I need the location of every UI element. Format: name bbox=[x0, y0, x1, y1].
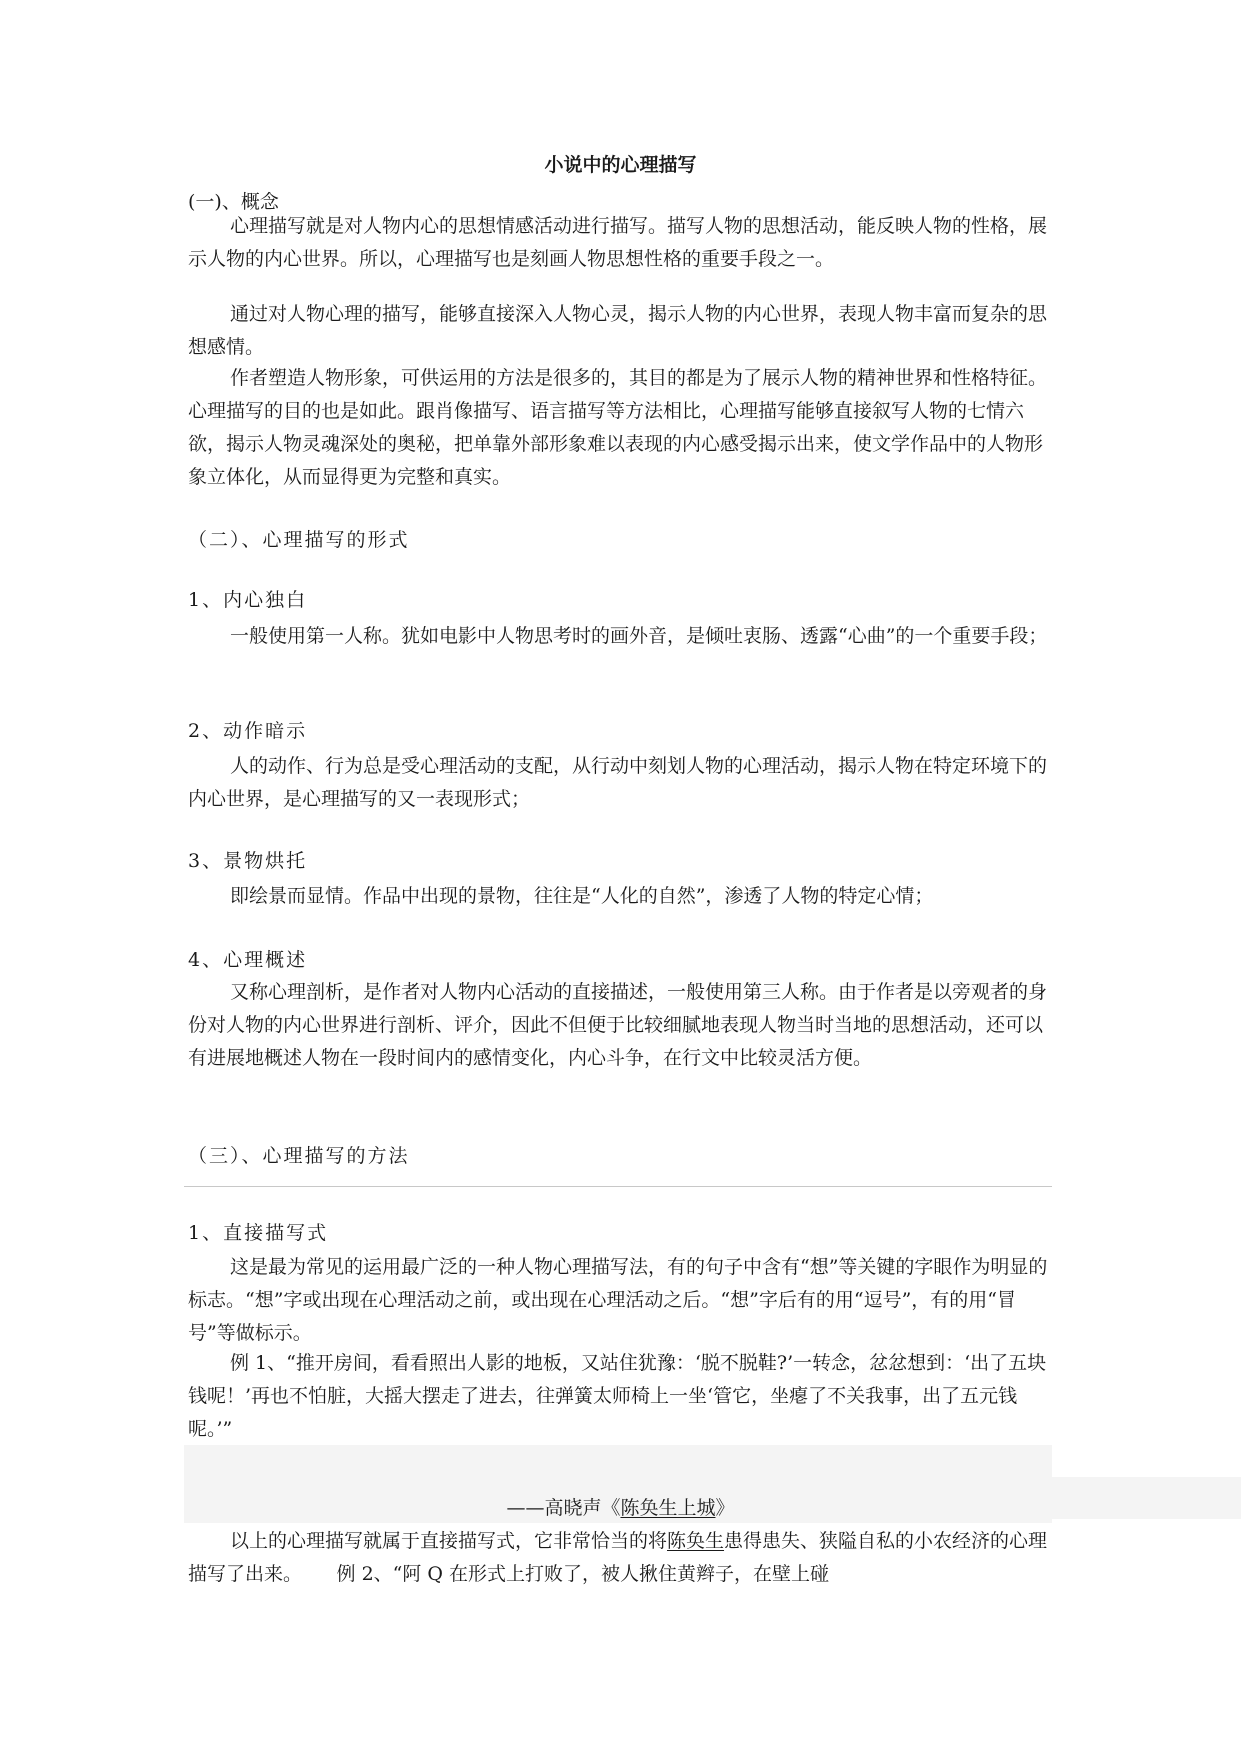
concept-paragraph-1: 心理描写就是对人物内心的思想情感活动进行描写。描写人物的思想活动，能反映人物的性格，展示人物的内心世界。所以，心理描写也是刻画人物思想性格的重要手段之一。 bbox=[188, 215, 1048, 270]
form-item-title: 2、动作暗示 bbox=[188, 720, 308, 742]
analysis-paragraph bbox=[188, 1525, 1058, 1591]
form-item-title: 4、心理概述 bbox=[188, 949, 308, 971]
section-heading-methods: （三）、心理描写的方法 bbox=[188, 1145, 410, 1167]
credit-prefix: ——高晓声《 bbox=[506, 1497, 621, 1519]
form-item-text: 一般使用第一人称。犹如电影中人物思考时的画外音，是倾吐衷肠、透露“心曲”的一个重要手段； bbox=[230, 625, 1048, 647]
example-1-credit bbox=[0, 1493, 1241, 1520]
credit-work-link[interactable]: 陈奂生上城 bbox=[620, 1497, 716, 1519]
example-1-quote: 例 1、“推开房间，看看照出人影的地板，又站住犹豫：‘脱不脱鞋?’一转念，忿忿想到：‘出了五块钱呢！’再也不怕脏，大摇大摆走了进去，往弹簧太师椅上一坐‘管它，坐瘪了不关我事，出了五元钱呢。’” bbox=[188, 1352, 1047, 1440]
analysis-text-b: 患得患失、狭隘自私的小农经济的心理描写了出来。 例 2、“阿 Q 在形式上打败了，被人揪住黄辫子，在壁上碰 bbox=[188, 1530, 1048, 1585]
form-item-text: 人的动作、行为总是受心理活动的支配，从行动中刻划人物的心理活动，揭示人物在特定环境下的内心世界，是心理描写的又一表现形式； bbox=[188, 755, 1048, 810]
credit-suffix: 》 bbox=[715, 1497, 735, 1519]
concept-paragraph-2: 通过对人物心理的描写，能够直接深入人物心灵，揭示人物的内心世界，表现人物丰富而复杂的思想感情。 bbox=[188, 303, 1048, 358]
document-title: 小说中的心理描写 bbox=[544, 154, 697, 176]
form-item-title: 3、景物烘托 bbox=[188, 850, 308, 872]
method-direct-paragraph: 这是最为常见的运用最广泛的一种人物心理描写法，有的句子中含有“想”等关键的字眼作为明显的标志。“想”字或出现在心理活动之前，或出现在心理活动之后。“想”字后有的用“逗号”，有的用“冒号”等做标示。 bbox=[188, 1256, 1048, 1344]
concept-paragraph-3: 作者塑造人物形象，可供运用的方法是很多的，其目的都是为了展示人物的精神世界和性格特征。心理描写的目的也是如此。跟肖像描写、语言描写等方法相比，心理描写能够直接叙写人物的七情六欲，揭示人物灵魂深处的奥秘，把单靠外部形象难以表现的内心感受揭示出来，使文学作品中的人物形象立体化，从而显得更为完整和真实。 bbox=[188, 367, 1048, 488]
section-heading-concept: (一)、概念 bbox=[188, 191, 279, 213]
section-divider bbox=[184, 1186, 1052, 1187]
method-subheading-direct: 1、直接描写式 bbox=[188, 1222, 329, 1244]
section-heading-forms: （二）、心理描写的形式 bbox=[188, 529, 410, 551]
character-name-link[interactable]: 陈奂生 bbox=[667, 1530, 725, 1552]
analysis-text-a: 以上的心理描写就属于直接描写式，它非常恰当的将 bbox=[230, 1530, 668, 1552]
form-item-title: 1、内心独白 bbox=[188, 589, 308, 611]
form-item-text: 又称心理剖析，是作者对人物内心活动的直接描述，一般使用第三人称。由于作者是以旁观者的身份对人物的内心世界进行剖析、评介，因此不但便于比较细腻地表现人物当时当地的思想活动，还可以有进展地概述人物在一段时间内的感情变化，内心斗争，在行文中比较灵活方便。 bbox=[188, 981, 1048, 1069]
form-item-text: 即绘景而显情。作品中出现的景物，往往是“人化的自然”，渗透了人物的特定心情； bbox=[230, 885, 934, 907]
